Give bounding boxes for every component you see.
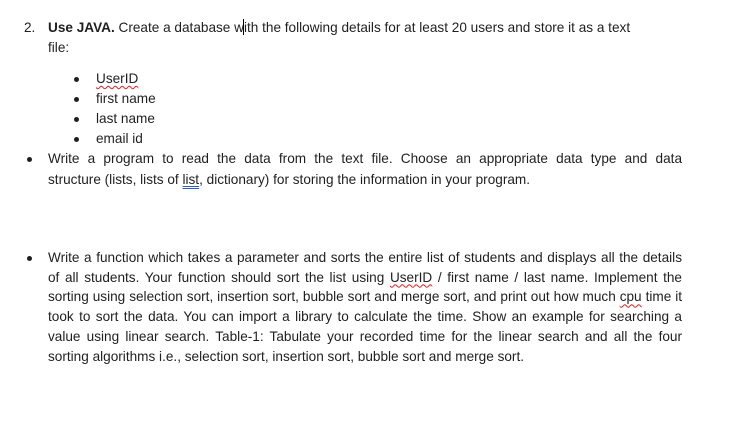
bullet2-paragraph (48, 248, 682, 366)
field-item-email-id: email id (96, 131, 143, 146)
field-item-first-name: first name (96, 91, 156, 106)
bullet-dot-icon (27, 157, 32, 162)
bullet-dot-icon (74, 97, 79, 102)
spell-flag-word: cpu (619, 289, 642, 305)
question-number: 2. (24, 20, 36, 35)
field-item-last-name: last name (96, 111, 155, 126)
question-intro-part1: Create a database w (114, 20, 244, 35)
field-item-userid (96, 69, 138, 89)
grammar-flag-word: list (182, 172, 200, 187)
bullet1-line2-start: structure (lists, lists of (48, 172, 183, 187)
question-intro-line1 (48, 18, 630, 38)
bullet-dot-icon (74, 117, 79, 122)
bullet1-line2 (48, 170, 530, 190)
question-intro-part2: ith the following details for at least 20 users and store it as a text (243, 20, 631, 35)
field-label: UserID (96, 71, 139, 86)
bullet-dot-icon (27, 256, 32, 261)
bullet-dot-icon (74, 77, 79, 82)
bullet2-text-part1: Write a function which takes a parameter and sorts the entire list of students and displays all the details of all students. Your function should sort the list using (48, 250, 682, 285)
bullet1-line1: Write a program to read the data from the text file. Choose an appropriate data type and data (48, 151, 682, 166)
spell-flag-word: UserID (389, 269, 433, 285)
bullet1-line2-end: , dictionary) for storing the information in your program. (199, 172, 531, 187)
question-intro-line2: file: (48, 40, 70, 55)
bullet-dot-icon (74, 137, 79, 142)
question-lead: Use JAVA. (48, 20, 115, 35)
bullet2-text-part2: / first name / last name. Implement the sorting using selection sort, insertion sort, bubble sort and merge sort, and print out how much (48, 269, 682, 305)
bullet2-text-part3: time it took to sort the data. You can import a library to calculate the time. Show an example for searching a value using linear search. Table-1: Tabulate your recorded time for the linear search and all the four sorting algorithms i.e., selection sort, insertion sort, bubble sort and merge sort. (48, 289, 682, 364)
